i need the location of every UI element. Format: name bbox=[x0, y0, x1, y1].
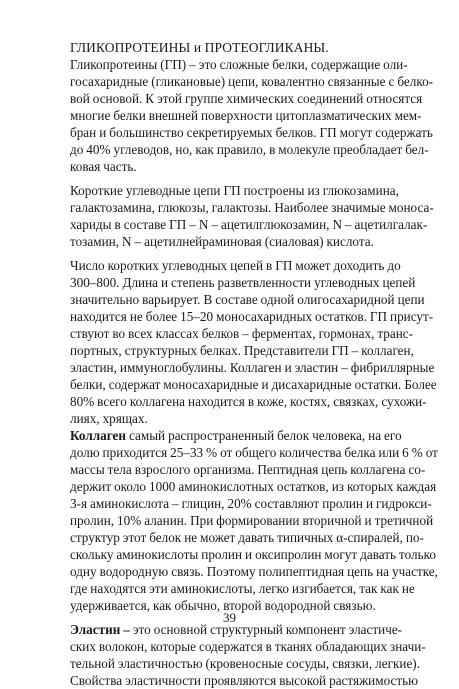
section-heading: ГЛИКОПРОТЕИНЫ и ПРОТЕОГЛИКАНЫ. bbox=[70, 40, 329, 55]
text-line: тельной эластичностью (кровеносные сосуды, связки, легкие). bbox=[70, 656, 420, 671]
term-collagen: Коллаген bbox=[70, 428, 126, 443]
text-line: ствуют во всех классах белков – ферментах, гормонах, транс- bbox=[70, 326, 414, 341]
text-line: значительно варьирует. В составе одной олигосахаридной цепи bbox=[70, 292, 425, 307]
text-line: госахаридные (гликановые) цепи, ковалентно связанные с белко- bbox=[70, 74, 434, 89]
text-line: портных, структурных белках. Представители ГП – коллаген, bbox=[70, 343, 414, 358]
text-line: ских волокон, которые содержатся в тканях обладающих значи- bbox=[70, 639, 426, 654]
text-line: бран и большинство секретируемых белков. ГП могут содержать bbox=[70, 125, 433, 140]
text-line: Гликопротеины (ГП) – это сложные белки, содержащие оли- bbox=[70, 57, 408, 72]
text-line: 3-я аминокислота – глицин, 20% составляют пролин и гидрокси- bbox=[70, 496, 432, 511]
text-line bbox=[58, 427, 402, 444]
page-number: 39 bbox=[223, 610, 236, 625]
text-line: где находятся эти аминокислоты, легко изгибается, так как не bbox=[70, 581, 415, 596]
text-line: белки, содержат моносахаридные и дисахаридные остатки. Более bbox=[70, 377, 437, 392]
term-elastin: Эластин – bbox=[70, 622, 130, 637]
text-line: пролин, 10% аланин. При формировании вторичной и третичной bbox=[70, 513, 434, 528]
page-body bbox=[58, 39, 438, 689]
text-line: находится не более 15–20 моносахаридных остатков. ГП присут- bbox=[70, 309, 434, 324]
text-line: массы тела взрослого организма. Пептидная цепь коллагена со- bbox=[70, 462, 426, 477]
text-line: скольку аминокислоты пролин и оксипролин могут давать только bbox=[70, 547, 436, 562]
paragraph-glycoproteins bbox=[58, 56, 434, 175]
paragraph-elastin bbox=[58, 621, 426, 689]
text-line: Короткие углеводные цепи ГП построены из глюкозамина, bbox=[70, 183, 399, 198]
text-line: хариды в составе ГП – N – ацетилглюкозамин, N – ацетилгалак- bbox=[70, 217, 428, 232]
text-line: галактозамина, глюкозы, галактозы. Наиболее значимые моноса- bbox=[70, 200, 434, 215]
text-line: ковая часть. bbox=[70, 159, 137, 174]
text-line: многие белки внешней поверхности цитоплазматических мем- bbox=[70, 108, 422, 123]
text-line: эластин, иммуноглобулины. Коллаген и эластин – фибриллярные bbox=[70, 360, 435, 375]
text-line: удерживается, как обычно, второй водородной связью. bbox=[70, 598, 376, 613]
text-line: вой основой. К этой группе химических соединений относятся bbox=[70, 91, 423, 106]
text-line: одну водородную связь. Поэтому полипептидная цепь на участке, bbox=[70, 564, 438, 579]
paragraph-short-chains bbox=[58, 182, 434, 250]
text-run: самый распространенный белок человека, на его bbox=[125, 428, 402, 443]
text-line: Свойства эластичности проявляются высокой растяжимостью bbox=[70, 673, 418, 688]
text-line: 80% всего коллагена находится в коже, костях, связках, сухожи- bbox=[70, 394, 427, 409]
text-line: долю приходится 25–33 % от общего количества белка или 6 % от bbox=[70, 445, 438, 460]
text-line: структур этот белок не может давать типичных α-спиралей, по- bbox=[70, 530, 424, 545]
text-line: 300–800. Длина и степень разветвленности углеводных цепей bbox=[70, 275, 416, 290]
paragraph-chain-count bbox=[58, 257, 437, 427]
text-line: до 40% углеводов, но, как правило, в молекуле преобладает бел- bbox=[70, 142, 429, 157]
text-line: держит около 1000 аминокислотных остатков, из которых каждая bbox=[70, 479, 437, 494]
text-line: Число коротких углеводных цепей в ГП может доходить до bbox=[70, 258, 401, 273]
text-line: тозамин, N – ацетилнейраминовая (сиаловая) кислота. bbox=[70, 234, 374, 249]
paragraph-collagen bbox=[58, 427, 438, 614]
text-run: это основной структурный компонент эластиче- bbox=[129, 622, 403, 637]
text-line: лиях, хрящах. bbox=[70, 411, 148, 426]
